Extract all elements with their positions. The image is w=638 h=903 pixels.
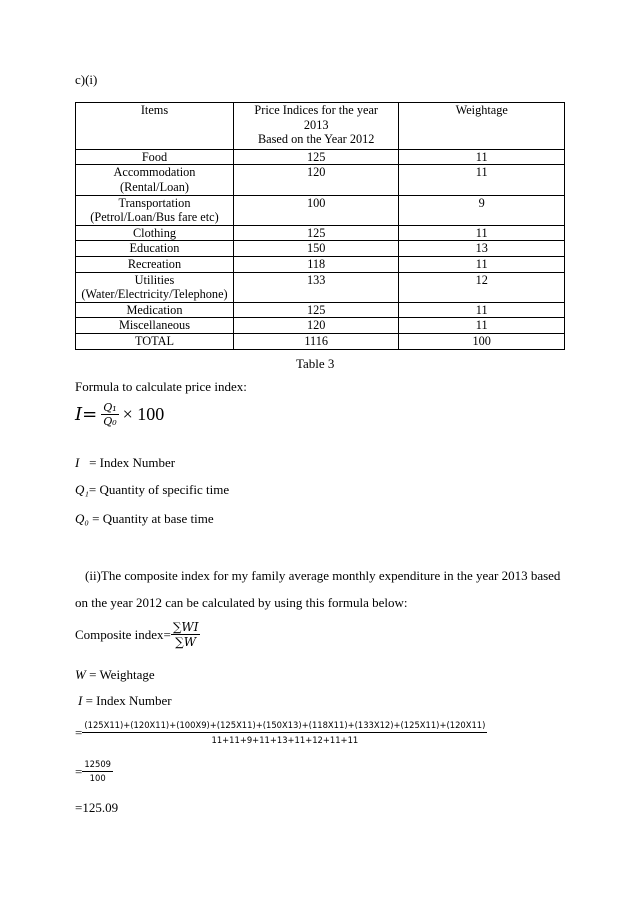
definition-text: = Weightage (85, 667, 155, 682)
table-row (76, 318, 565, 334)
table-cell: Recreation (76, 256, 234, 272)
table-row (76, 272, 565, 302)
formula-lhs: I= (75, 404, 98, 425)
column-header: Items (76, 103, 234, 150)
calc-fraction (82, 718, 487, 747)
table-cell: 125 (233, 225, 398, 241)
definition-text: = Index Number (79, 455, 176, 470)
table-cell: 12 (399, 272, 565, 302)
definition-w (75, 667, 155, 683)
part2-line2: on the year 2012 can be calculated by using this formula below: (75, 595, 408, 610)
table-row (76, 195, 565, 225)
table-cell: Clothing (76, 225, 234, 241)
composite-label: Composite index= (75, 626, 171, 642)
formula-intro: Formula to calculate price index: (75, 379, 247, 394)
table-cell: Medication (76, 302, 234, 318)
table-caption: Table 3 (296, 356, 335, 371)
definition-symbol: Q₀ (75, 511, 89, 526)
table-cell: 11 (399, 318, 565, 334)
table-row (76, 165, 565, 195)
table-cell: 118 (233, 256, 398, 272)
composite-denominator: ∑W (175, 635, 197, 649)
table-cell: Transportation (Petrol/Loan/Bus fare etc) (76, 195, 234, 225)
table-cell: 100 (233, 195, 398, 225)
formula-denominator: Q₀ (103, 415, 117, 428)
table-cell: Utilities (Water/Electricity/Telephone) (76, 272, 234, 302)
definition-i2 (78, 693, 172, 709)
composite-numerator: ∑WI (172, 620, 199, 634)
column-header: Weightage (399, 103, 565, 150)
table-cell: 125 (233, 302, 398, 318)
definition-i (75, 455, 175, 471)
table-row (76, 302, 565, 318)
formula-numerator: Q₁ (103, 401, 117, 414)
calc-numerator: (125X11)+(120X11)+(100X9)+(125X11)+(150X13)+(118X11)+(133X12)+(125X11)+(120X11) (82, 718, 487, 733)
table-cell: 11 (399, 149, 565, 165)
table-cell: 11 (399, 256, 565, 272)
calc-denominator: 11+11+9+11+13+11+12+11+11 (211, 735, 359, 745)
price-index-table (75, 102, 565, 350)
table-cell: 120 (233, 318, 398, 334)
step-denominator: 100 (89, 773, 106, 783)
formula-times: × 100 (122, 404, 165, 424)
definition-symbol: Q₁ (75, 482, 89, 497)
table-cell: Miscellaneous (76, 318, 234, 334)
definition-symbol: W (75, 667, 86, 682)
table-cell: 9 (399, 195, 565, 225)
formula-fraction (101, 401, 118, 428)
table-cell: 133 (233, 272, 398, 302)
table-row (76, 225, 565, 241)
definition-text: = Index Number (82, 693, 172, 708)
table-cell: Food (76, 149, 234, 165)
table-cell: 125 (233, 149, 398, 165)
table-row (76, 256, 565, 272)
table-cell: 11 (399, 165, 565, 195)
step-prefix: = (75, 763, 83, 779)
definition-text: = Quantity at base time (88, 511, 214, 526)
composite-fraction (171, 620, 201, 649)
table-cell: 11 (399, 302, 565, 318)
definition-symbol: I (78, 693, 83, 708)
table-cell: 1116 (233, 333, 398, 349)
table-header-row (76, 103, 565, 150)
table-row (76, 333, 565, 349)
table-cell: 150 (233, 241, 398, 257)
calculation-line (75, 718, 487, 747)
section-label: c)(i) (75, 72, 98, 87)
table-cell: 120 (233, 165, 398, 195)
step-line (75, 758, 113, 785)
column-header: Price Indices for the year 2013 Based on the Year 2012 (233, 103, 398, 150)
calc-prefix: = (75, 724, 83, 740)
table-cell: Accommodation (Rental/Loan) (76, 165, 234, 195)
composite-formula (75, 620, 200, 649)
table-cell: 11 (399, 225, 565, 241)
table-cell: Education (76, 241, 234, 257)
part2-line1: (ii)The composite index for my family average monthly expenditure in the year 2013 based (85, 568, 561, 583)
definition-q0 (75, 511, 214, 527)
price-index-formula (75, 401, 164, 428)
table-cell: 100 (399, 333, 565, 349)
table-row (76, 241, 565, 257)
table-cell: TOTAL (76, 333, 234, 349)
table-row (76, 149, 565, 165)
definition-symbol: I (75, 455, 80, 470)
definition-text: = Quantity of specific time (88, 482, 230, 497)
step-fraction (82, 758, 113, 785)
definition-q1 (75, 482, 229, 498)
final-result: =125.09 (75, 800, 119, 815)
step-numerator: 12509 (82, 758, 113, 772)
table-cell: 13 (399, 241, 565, 257)
